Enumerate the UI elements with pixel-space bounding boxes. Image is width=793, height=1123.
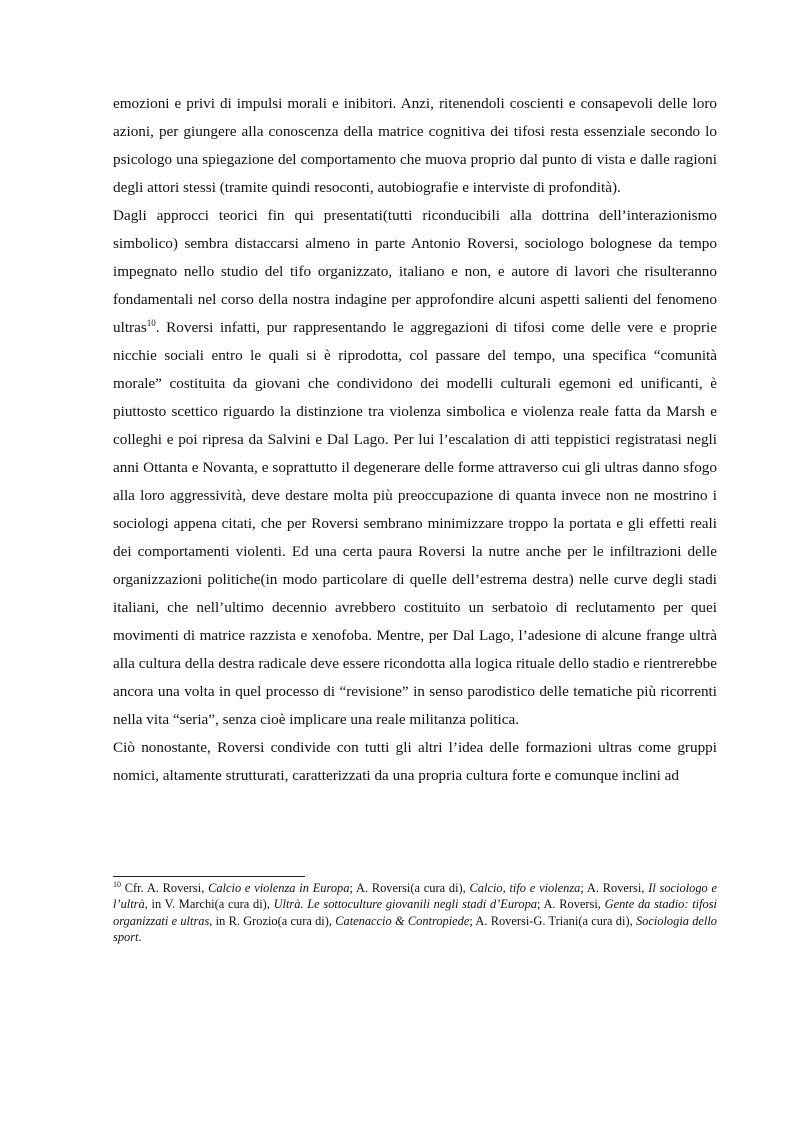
paragraph-2: [113, 202, 717, 734]
paragraph-2-text-a: Dagli approcci teorici fin qui presentati(tutti riconducibili alla dottrina dell’interazionismo simbolico) sembra distaccarsi almeno in parte Antonio Roversi, sociologo bolognese da tempo impegnato nello studio del tifo organizzato, italiano e non, e autore di lavori che risulteranno fondamentali nel corso della nostra indagine per approfondire alcuni aspetti salienti del fenomeno ultras: [113, 207, 717, 336]
footnote-title: Gente da stadio: tifosi organizzati e ultras: [113, 897, 718, 928]
footnote-text: Cfr. A. Roversi,: [121, 881, 209, 895]
footnote-text: ; A. Roversi,: [580, 881, 649, 895]
footnote-title: Ultrà. Le sottoculture giovanili negli stadi d’Europa: [273, 897, 537, 912]
footnote-text: , in R. Grozio(a cura di),: [209, 913, 336, 928]
footnote-text: ; A. Roversi(a cura di),: [349, 881, 470, 895]
footnote-text: , in V. Marchi(a cura di),: [144, 897, 274, 912]
footnote-title: Il sociologo e l’ultrà: [113, 881, 718, 912]
paragraph-3: Ciò nonostante, Roversi condivide con tutti gli altri l’idea delle formazioni ultras come gruppi nomici, altamente strutturati, caratterizzati da una propria cultura forte e comunque inclini ad: [113, 739, 717, 784]
footnote-text: .: [138, 930, 142, 945]
footnote-number: 10: [113, 879, 121, 889]
footnote-title: Catenaccio & Contropiede: [335, 913, 470, 928]
paragraph-2-text-b: . Roversi infatti, pur rappresentando le aggregazioni di tifosi come delle vere e proprie nicchie sociali entro le quali si è riprodotta, col passare del tempo, una specifica “comunità morale” costituita da giovani che condividono dei modelli culturali egemoni ed unificanti, è piuttosto scettico riguardo la distinzione tra violenza simbolica e violenza reale fatta da Marsh e colleghi e poi ripresa da Salvini e Dal Lago. Per lui l’escalation di atti teppistici registratasi negli anni Ottanta e Novanta, e soprattutto il degenerare delle forme attraverso cui gli ultras danno sfogo alla loro aggressività, deve destare molta più preoccupazione di quanta invece non ne mostrino i sociologi appena citati, che per Roversi sembrano minimizzare troppo la portata e gli effetti reali dei comportamenti violenti. Ed una certa paura Roversi la nutre anche per le infiltrazioni delle organizzazioni politiche(in modo particolare di quelle dell’estrema destra) nelle curve degli stadi italiani, che nell’ultimo decennio avrebbero costituito un serbatoio di reclutamento per quei movimenti di matrice razzista e xenofoba. Mentre, per Dal Lago, l’adesione di alcune frange ultrà alla cultura della destra radicale deve essere ricondotta alla logica rituale dello stadio e rientrerebbe ancora una volta in quel processo di “revisione” in senso parodistico delle tematiche più ricorrenti nella vita “seria”, senza cioè implicare una reale militanza politica.: [113, 319, 717, 728]
footnote-title: Sociologia dello sport: [113, 913, 718, 945]
page-body: [113, 90, 717, 790]
footnote-divider: [113, 876, 305, 877]
footnote-text: ; A. Roversi-G. Triani(a cura di),: [469, 913, 636, 928]
footnote-title: Calcio, tifo e violenza: [469, 881, 581, 895]
footnote-title: Calcio e violenza in Europa: [208, 881, 350, 895]
footnote-text: ; A. Roversi,: [537, 897, 605, 912]
footnote-reference: 10: [146, 317, 156, 328]
footnote: [113, 880, 717, 946]
paragraph-1: emozioni e privi di impulsi morali e inibitori. Anzi, ritenendoli coscienti e consapevoli delle loro azioni, per giungere alla conoscenza della matrice cognitiva dei tifosi resta essenziale secondo lo psicologo una spiegazione del comportamento che muova proprio dal punto di vista e dalle ragioni degli attori stessi (tramite quindi resoconti, autobiografie e interviste di profondità).: [113, 95, 717, 196]
